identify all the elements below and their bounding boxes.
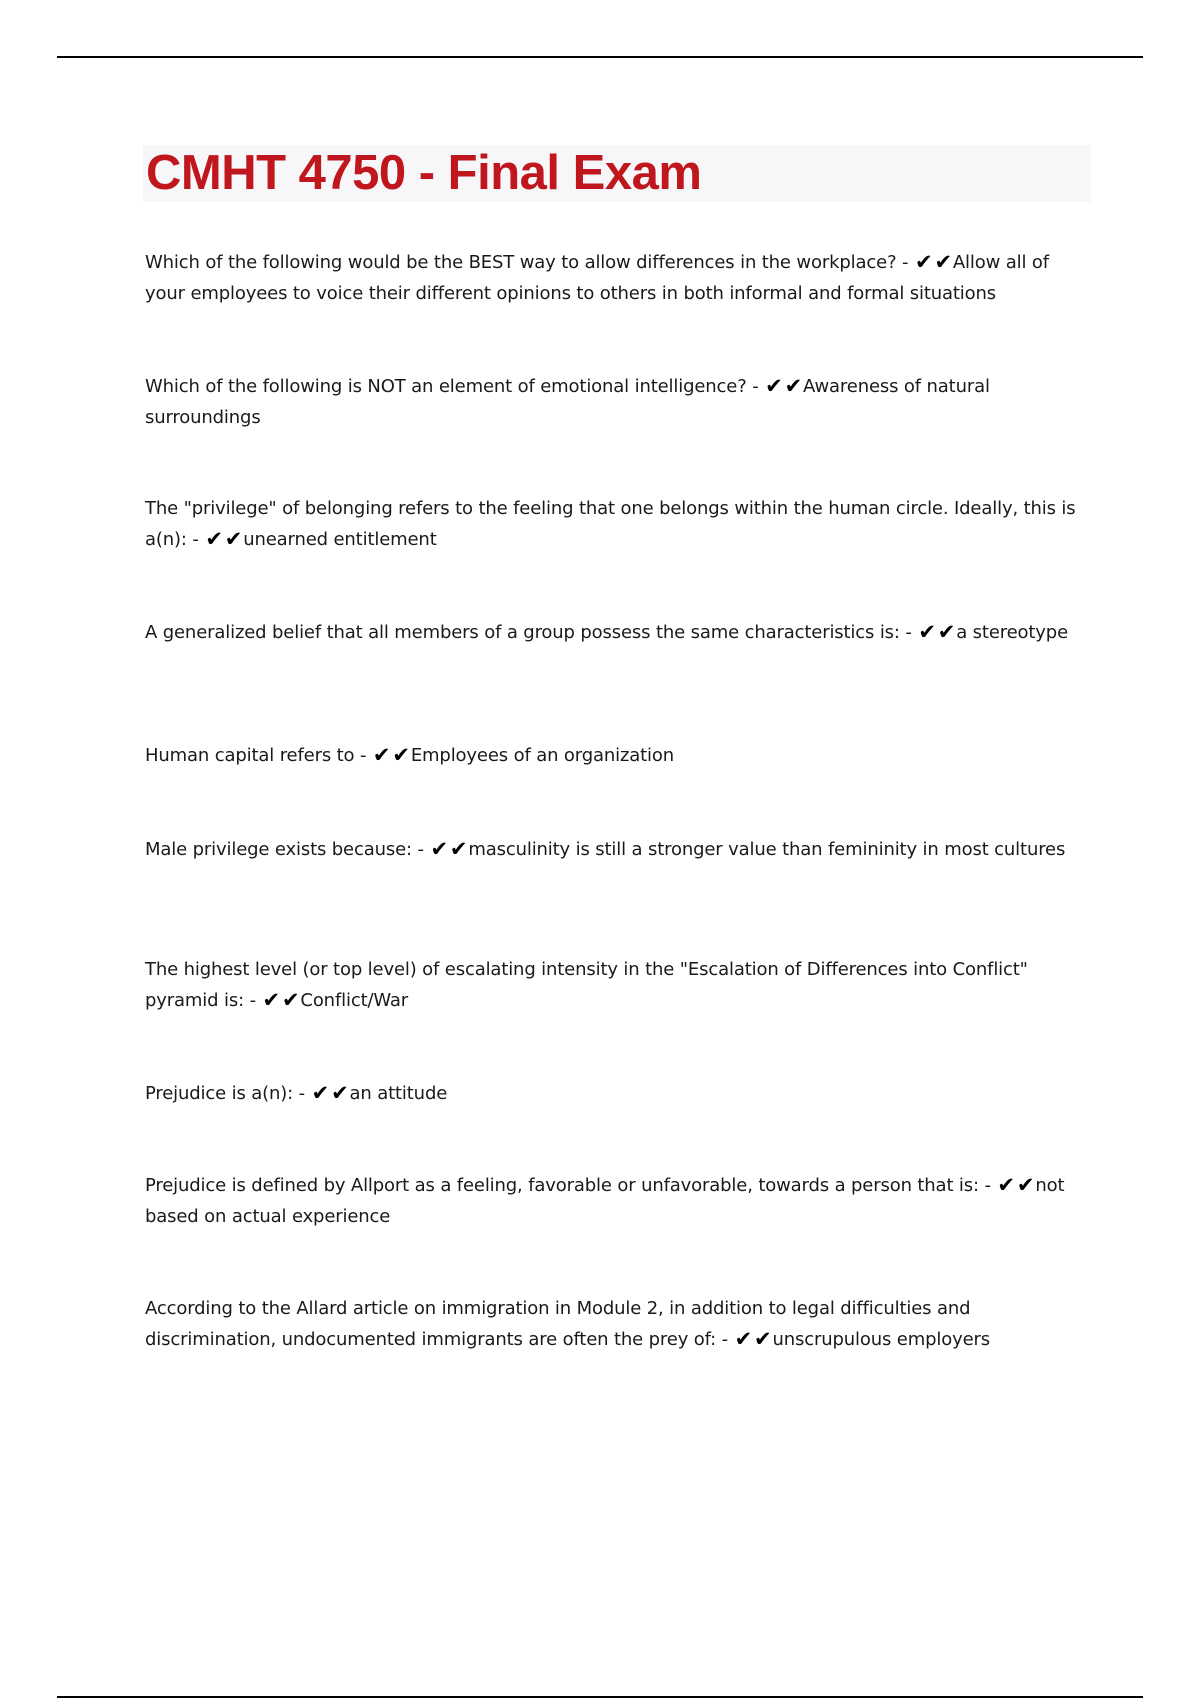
check-icon: ✔: [262, 988, 280, 1012]
check-icon: ✔: [430, 837, 448, 861]
separator: -: [896, 252, 914, 273]
check-icon: ✔: [937, 620, 956, 644]
checkmarks: [262, 990, 301, 1011]
question-text: Prejudice is defined by Allport as a feeling, favorable or unfavorable, towards a person that is:: [145, 1175, 979, 1196]
qa-item: [145, 954, 1090, 1016]
question-text: The "privilege" of belonging refers to the feeling that one belongs within the human circle. Ideally, this is a(n):: [145, 498, 1076, 550]
separator: -: [411, 839, 430, 860]
separator: -: [899, 622, 918, 643]
checkmarks: [372, 745, 411, 766]
question-text: Male privilege exists because:: [145, 839, 412, 860]
checkmarks: [311, 1083, 350, 1104]
separator: -: [293, 1083, 311, 1104]
qa-item: [145, 617, 1090, 648]
separator: -: [244, 990, 262, 1011]
qa-item: [145, 740, 1090, 771]
check-icon: ✔: [918, 620, 936, 644]
check-icon: ✔: [449, 837, 468, 861]
question-text: Prejudice is a(n):: [145, 1083, 294, 1104]
separator: -: [186, 529, 205, 550]
question-text: According to the Allard article on immigration in Module 2, in addition to legal difficulties and discrimination, undocumented immigrants are often the prey of:: [145, 1298, 971, 1350]
answer-text: an attitude: [349, 1083, 448, 1104]
separator: -: [354, 745, 372, 766]
qa-item: [145, 1170, 1090, 1232]
check-icon: ✔: [331, 1081, 349, 1105]
check-icon: ✔: [734, 1327, 753, 1351]
question-text: The highest level (or top level) of escalating intensity in the "Escalation of Differences into Conflict" pyramid is:: [145, 959, 1028, 1011]
checkmarks: [204, 529, 243, 550]
answer-text: Awareness of natural surroundings: [145, 376, 990, 428]
separator: -: [978, 1175, 997, 1196]
check-icon: ✔: [224, 527, 243, 551]
page-top-rule: [57, 56, 1143, 58]
checkmarks: [914, 252, 953, 273]
qa-item: [145, 1293, 1090, 1355]
qa-item: [145, 247, 1090, 309]
question-text: Which of the following is NOT an element of emotional intelligence?: [145, 376, 747, 397]
check-icon: ✔: [914, 250, 933, 274]
check-icon: ✔: [754, 1327, 772, 1351]
checkmarks: [996, 1175, 1035, 1196]
answer-text: Employees of an organization: [410, 745, 675, 766]
question-text: A generalized belief that all members of a group possess the same characteristics is:: [145, 622, 900, 643]
check-icon: ✔: [392, 743, 410, 767]
checkmarks: [734, 1329, 773, 1350]
answer-text: unearned entitlement: [243, 529, 437, 550]
qa-item: [145, 371, 1090, 433]
separator: -: [716, 1329, 734, 1350]
check-icon: ✔: [765, 374, 783, 398]
separator: -: [746, 376, 765, 397]
page-title: CMHT 4750 - Final Exam: [146, 146, 702, 200]
check-icon: ✔: [997, 1173, 1015, 1197]
checkmarks: [917, 622, 956, 643]
check-icon: ✔: [784, 374, 803, 398]
question-text: Which of the following would be the BEST way to allow differences in the workplace?: [145, 252, 897, 273]
check-icon: ✔: [281, 988, 300, 1012]
answer-text: not based on actual experience: [145, 1175, 1065, 1227]
page-bottom-rule: [57, 1696, 1143, 1698]
answer-text: a stereotype: [956, 622, 1068, 643]
check-icon: ✔: [1016, 1173, 1035, 1197]
question-text: Human capital refers to: [145, 745, 355, 766]
qa-item: [145, 834, 1090, 865]
qa-item: [145, 493, 1090, 555]
answer-text: Allow all of your employees to voice their different opinions to others in both informal and formal situations: [145, 252, 1049, 304]
answer-text: masculinity is still a stronger value than femininity in most cultures: [468, 839, 1066, 860]
check-icon: ✔: [934, 250, 952, 274]
checkmarks: [429, 839, 468, 860]
answer-text: Conflict/War: [300, 990, 409, 1011]
check-icon: ✔: [205, 527, 223, 551]
check-icon: ✔: [311, 1081, 330, 1105]
checkmarks: [764, 376, 803, 397]
answer-text: unscrupulous employers: [772, 1329, 991, 1350]
qa-item: [145, 1078, 1090, 1109]
check-icon: ✔: [372, 743, 391, 767]
